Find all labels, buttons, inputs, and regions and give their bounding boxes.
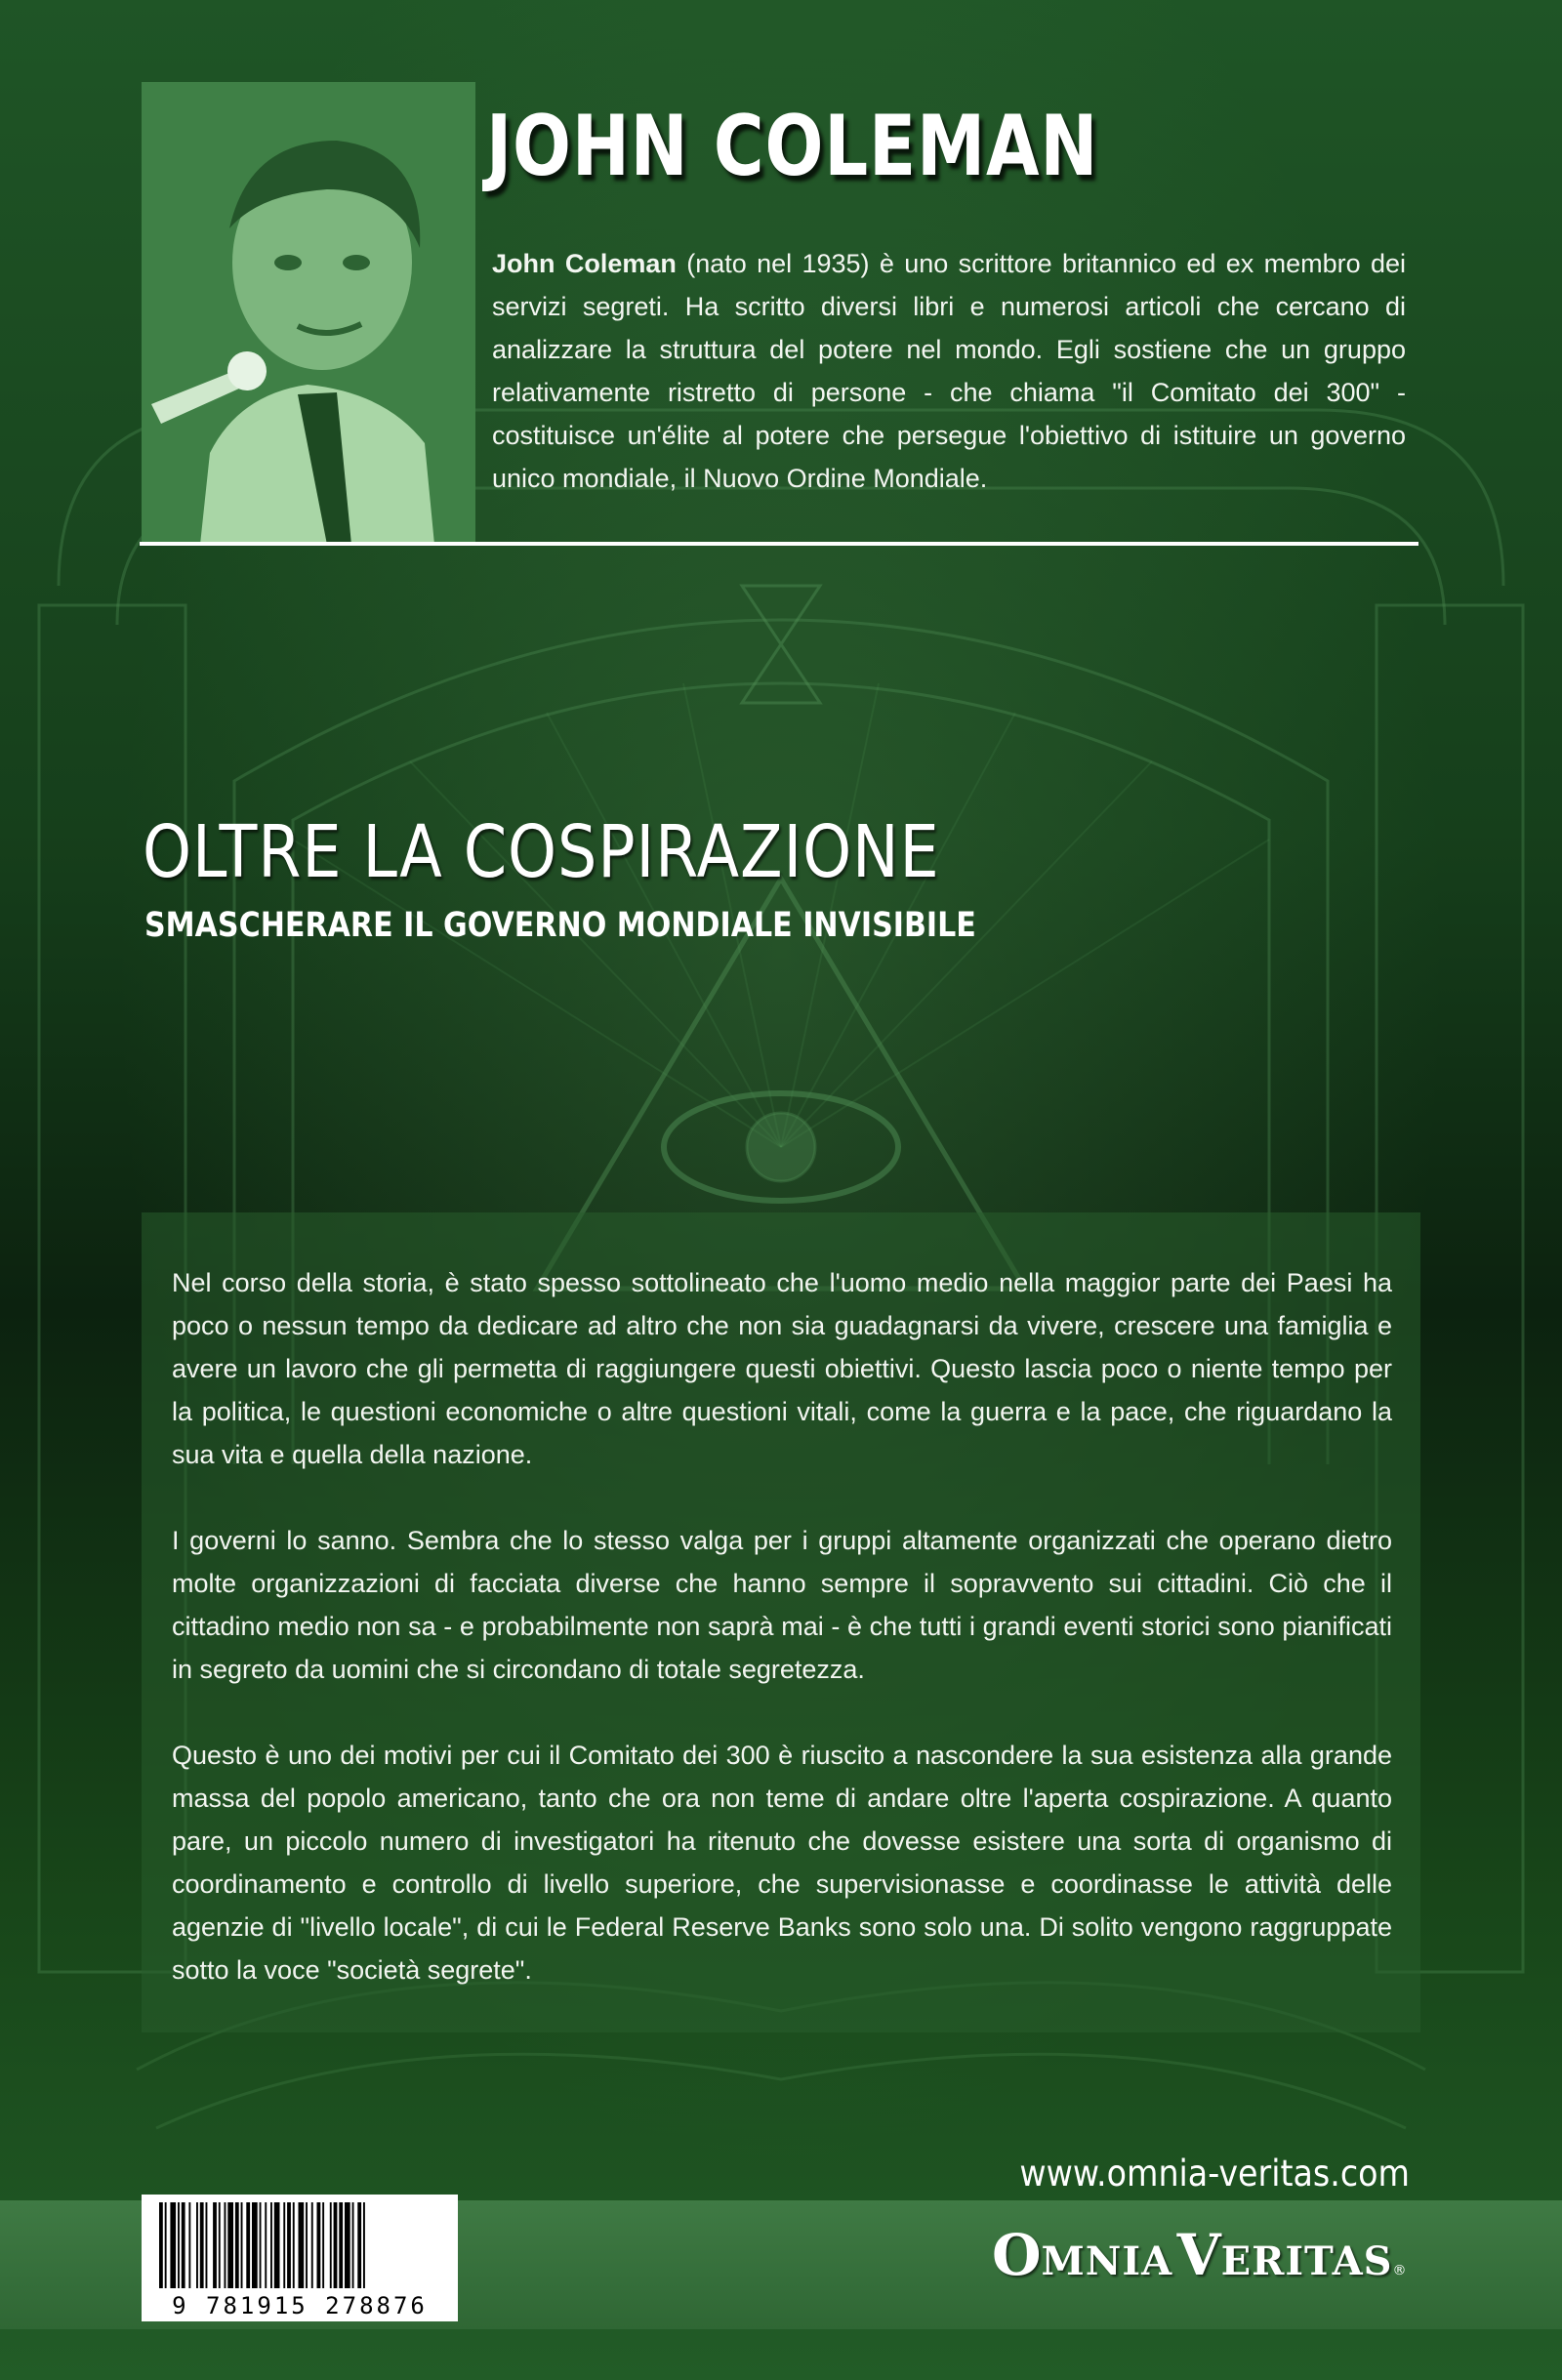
publisher-logo: [992, 2222, 1421, 2300]
isbn-barcode: [142, 2195, 458, 2321]
publisher-website: www.omnia-veritas.com: [1019, 2153, 1410, 2195]
author-portrait-icon: [142, 82, 475, 545]
author-photo: [142, 82, 475, 545]
author-name: JOHN COLEMAN: [486, 98, 1099, 195]
publisher-logo-o: O: [992, 2222, 1042, 2288]
author-bio-text: (nato nel 1935) è uno scrittore britannico ed ex membro dei servizi segreti. Ha scritto diversi libri e numerosi articoli che cercano di analizzare la struttura del potere nel mondo. Egli sostiene che un gruppo relativamente ristretto di persone - che chiama "il Comitato dei 300" - costituisce un'élite al potere che persegue l'obiettivo di istituire un governo unico mondiale, il Nuovo Ordine Mondiale.: [492, 249, 1406, 493]
description-paragraph: Nel corso della storia, è stato spesso sottolineato che l'uomo medio nella maggior parte dei Paesi ha poco o nessun tempo da dedicare ad altro che non sia guadagnarsi da vivere, crescere una famiglia e avere un lavoro che gli permetta di raggiungere questi obiettivi. Questo lascia poco o niente tempo per la politica, le questioni economiche o altre questioni vitali, come la guerra e la pace, che riguardano la sua vita e quella della nazione.: [172, 1268, 1392, 1469]
registered-mark: ®: [1392, 2263, 1407, 2278]
author-bio: [492, 242, 1406, 500]
book-title: OLTRE LA COSPIRAZIONE: [143, 810, 940, 894]
isbn-digits: 9 781915 278876: [172, 2292, 428, 2319]
book-description: [172, 1261, 1392, 2034]
publisher-logo-v: V: [1176, 2222, 1221, 2288]
book-subtitle: SMASCHERARE IL GOVERNO MONDIALE INVISIBILE: [144, 906, 976, 945]
author-bio-name: John Coleman: [492, 249, 677, 278]
publisher-logo-eritas: ERITAS: [1220, 2238, 1393, 2284]
section-divider: [140, 542, 1418, 546]
barcode-icon: [157, 2202, 442, 2288]
publisher-logo-mnia: MNIA: [1041, 2238, 1173, 2284]
description-paragraph: Questo è uno dei motivi per cui il Comitato dei 300 è riuscito a nascondere la sua esistenza alla grande massa del popolo americano, tanto che ora non teme di andare oltre l'aperta cospirazione. A quanto pare, un piccolo numero di investigatori ha ritenuto che dovesse esistere una sorta di organismo di coordinamento e controllo di livello superiore, che supervisionasse e coordinasse le attività delle agenzie di "livello locale", di cui le Federal Reserve Banks sono solo una. Di solito vengono raggruppate sotto la voce "società segrete".: [172, 1741, 1392, 1985]
description-paragraph: I governi lo sanno. Sembra che lo stesso valga per i gruppi altamente organizzati che operano dietro molte organizzazioni di facciata diverse che hanno sempre il sopravvento sui cittadini. Ciò che il cittadino medio non sa - e probabilmente non saprà mai - è che tutti i grandi eventi storici sono pianificati in segreto da uomini che si circondano di totale segretezza.: [172, 1526, 1392, 1684]
